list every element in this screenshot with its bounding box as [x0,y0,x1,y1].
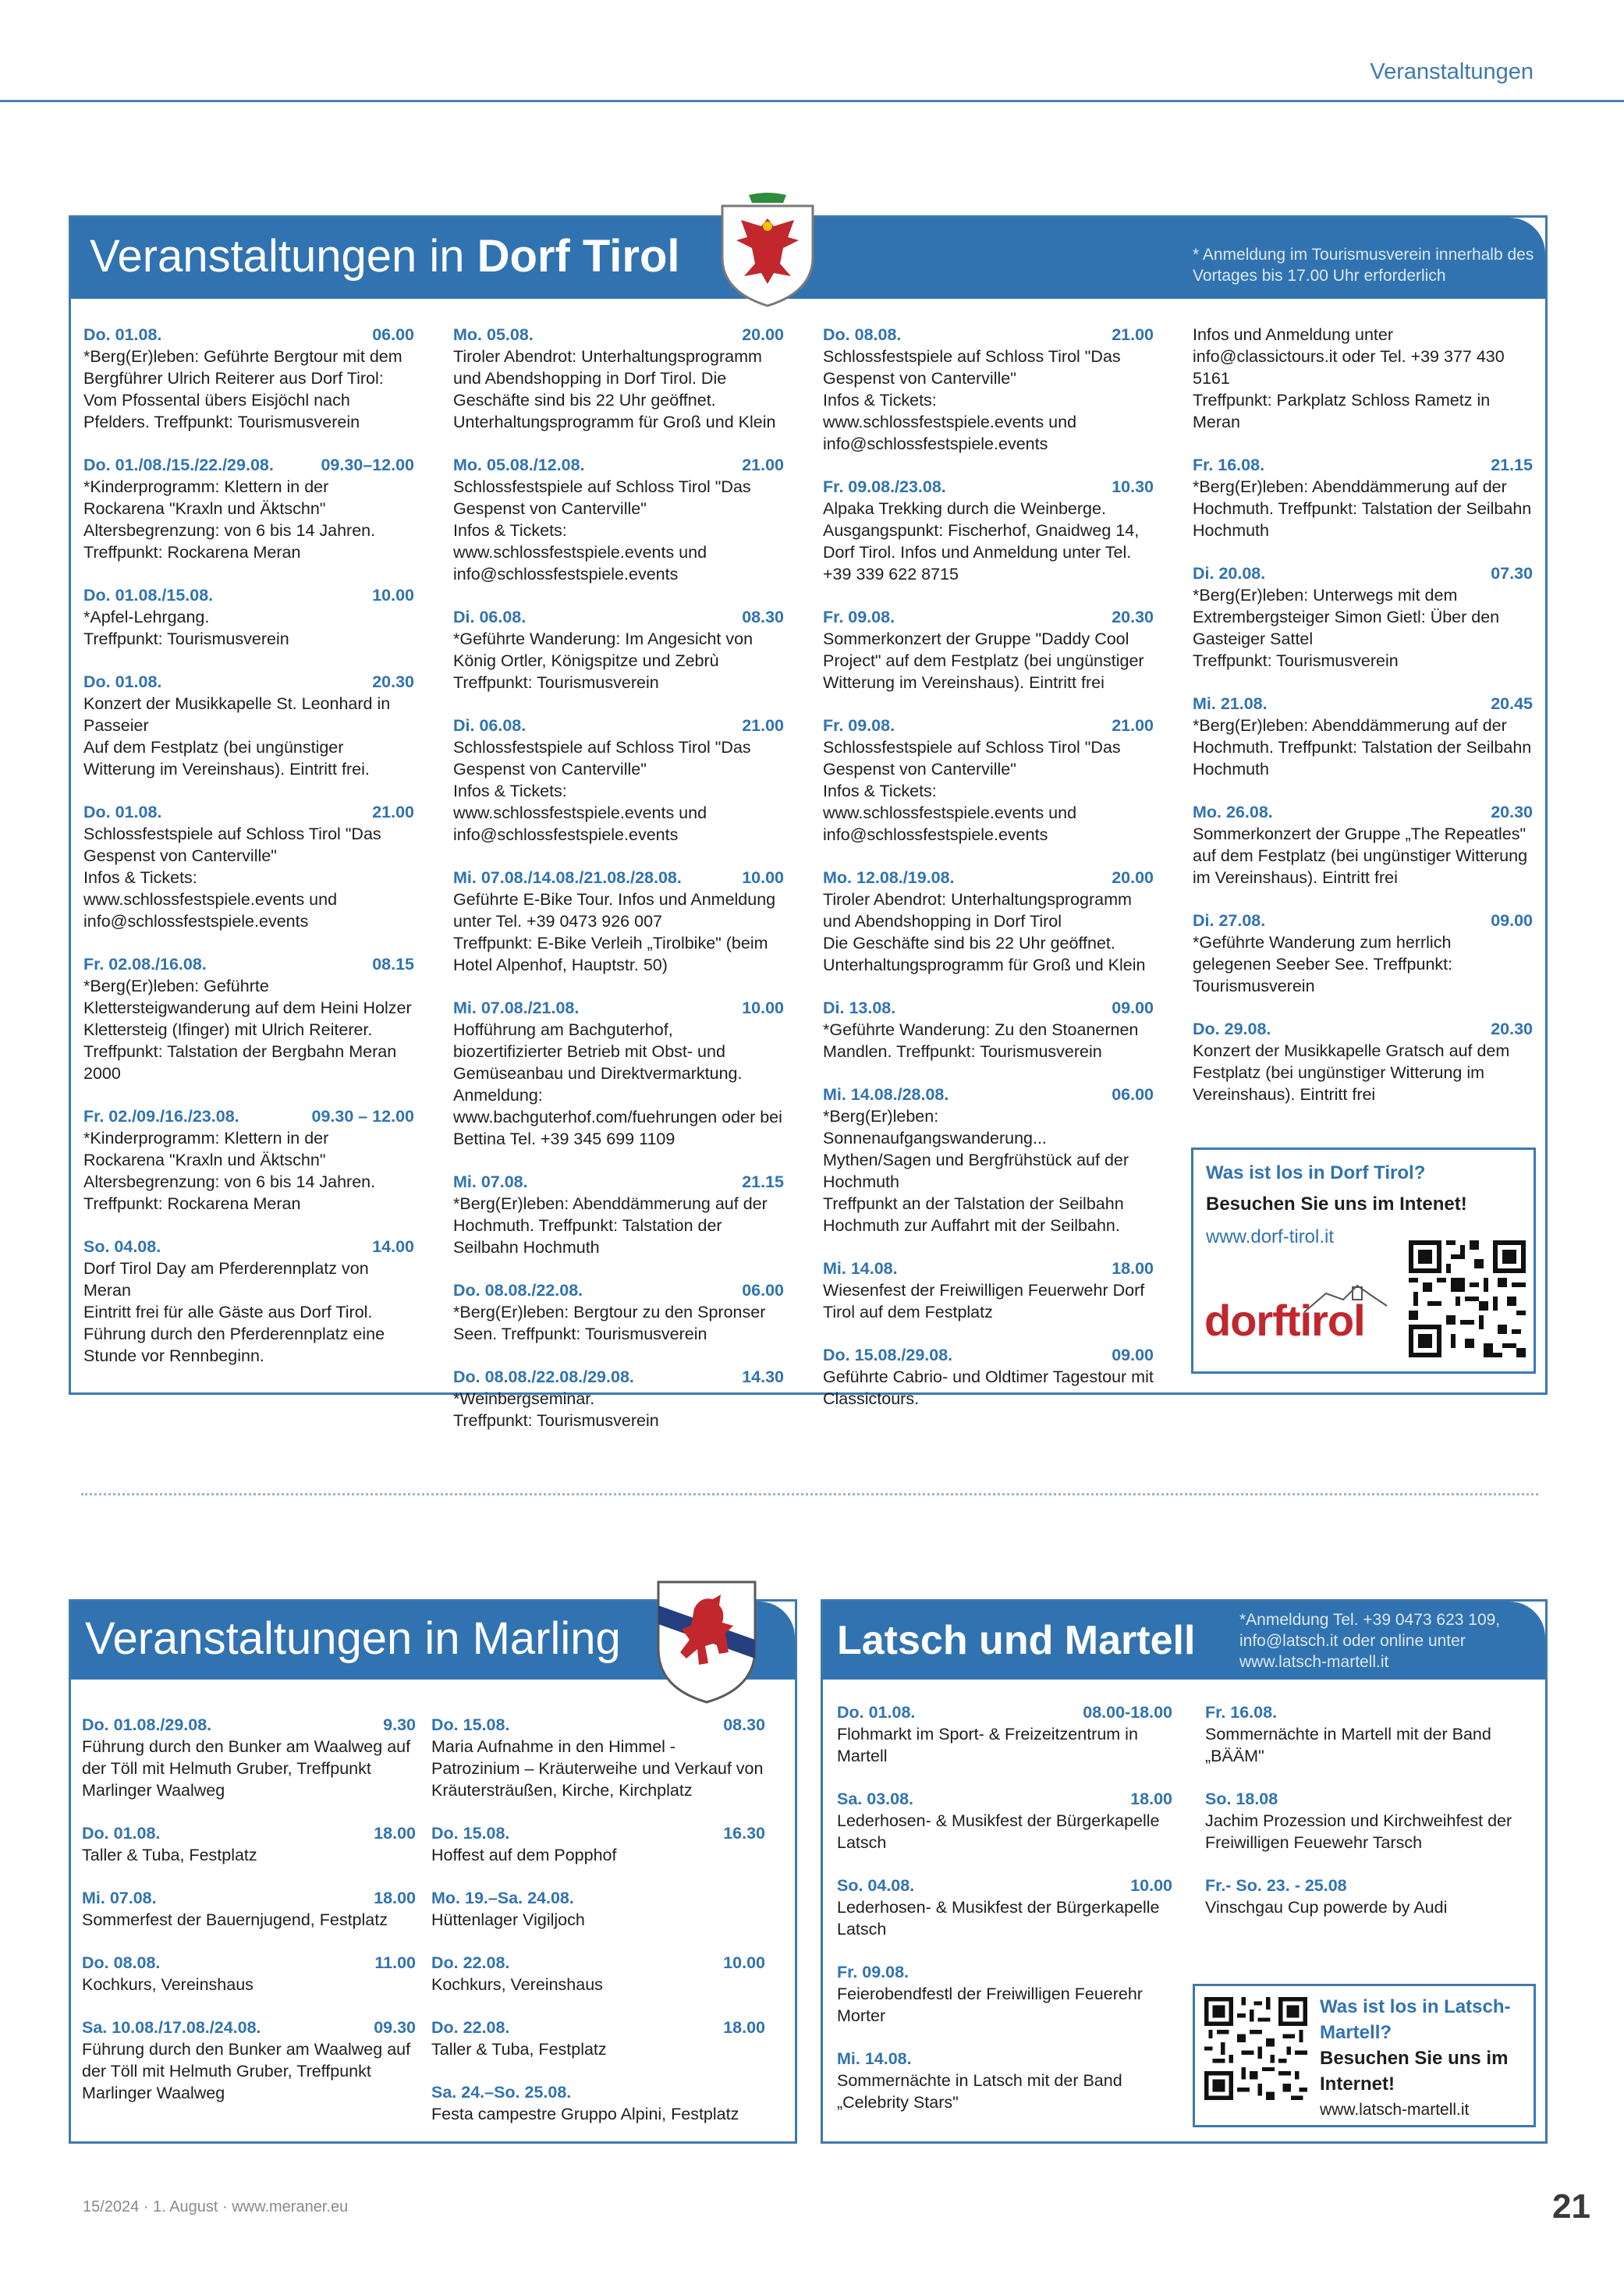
event-date: Mi. 07.08. [453,1172,528,1191]
event-date: Do. 22.08. [431,2018,510,2037]
event-header [83,1105,414,1127]
event-description: Festa campestre Gruppo Alpini, Festplatz [431,2105,739,2123]
event-date: So. 04.08. [837,1876,915,1895]
event-time: 10.00 [1130,1876,1172,1895]
event-date: Fr. 16.08. [1205,1703,1278,1722]
dorf-tirol-column-4 [1193,324,1533,1126]
event-entry [1193,801,1533,889]
event-description: Dorf Tirol Day am Pferderennplatz von Meran Eintritt frei für alle Gäste aus Dorf Tirol. Führung durch den Pferderennplatz eine Stunde vor Rennbeginn. [83,1259,385,1365]
event-header [83,801,414,823]
event-time: 14.00 [372,1237,414,1256]
event-entry [431,1887,765,1931]
event-time: 06.00 [372,325,414,344]
event-date: Di. 20.08. [1193,564,1266,583]
dorf-tirol-logo: dorftirol [1204,1296,1365,1345]
event-time: 21.00 [1112,716,1154,735]
event-date: Mi. 14.08. [823,1259,898,1278]
latsch-box [821,1599,1548,2144]
event-entry [453,1279,784,1345]
event-entry [823,867,1154,976]
dorf-tirol-column-3 [823,324,1154,1431]
dorf-tirol-title-bold: Dorf Tirol [477,231,680,282]
event-header [823,867,1154,889]
event-date: Do. 01.08. [83,672,162,691]
event-date: Do. 08.08. [82,1953,161,1972]
event-description: *Berg(Er)leben: Unterwegs mit dem Extrembergsteiger Simon Gietl: Über den Gasteiger Sattel Treffpunkt: Tourismusverein [1193,586,1500,670]
event-header [1205,1788,1536,1810]
event-date: Mi. 07.08. [82,1889,157,1907]
event-header [431,2081,765,2103]
latsch-promo [1193,1984,1536,2127]
event-entry [453,867,784,976]
event-description: Taller & Tuba, Festplatz [82,1846,257,1864]
event-header [823,997,1154,1019]
event-description: *Berg(Er)leben: Sonnenaufgangswanderung... Mythen/Sagen und Bergfrühstück auf der Hochmuth Treffpunkt an der Talstation der Seilbahn Hochmuth zur Auffahrt mit der Seilbahn. [823,1107,1129,1235]
event-header [431,1822,765,1844]
event-description: Hofführung am Bachguterhof, biozertifizierter Betrieb mit Obst- und Gemüseanbau und Direktvermarktung. Anmeldung: www.bachguterhof.com/fuehrungen oder bei Bettina Tel. +39 345 699 1109 [453,1020,782,1148]
event-header [837,1961,1172,1983]
event-header [1193,801,1533,823]
event-entry [83,801,414,932]
event-header [823,476,1154,498]
marling-title: Veranstaltungen in Marling [85,1613,621,1664]
event-date: Mi. 21.08. [1193,694,1268,713]
event-entry [431,1714,765,1801]
event-entry [453,1366,784,1431]
event-description: Maria Aufnahme in den Himmel - Patrozinium – Kräuterweihe und Verkauf von Kräutersträußen, Kirche, Kirchplatz [431,1737,764,1800]
event-time: 10.30 [1112,477,1154,496]
event-header [82,1952,416,1974]
event-entry [837,1875,1172,1940]
dorf-tirol-qr-code-icon [1409,1240,1526,1357]
event-description: Tiroler Abendrot: Unterhaltungsprogramm und Abendshopping in Dorf Tirol. Die Geschäfte sind bis 22 Uhr geöffnet. Unterhaltungsprogramm für Groß und Klein [453,347,776,431]
event-date: Mi. 14.08./28.08. [823,1085,949,1104]
marling-column-1 [82,1714,416,2125]
event-time: 10.00 [372,586,414,605]
event-date: Mo. 19.–Sa. 24.08. [431,1889,574,1907]
section-divider [81,1493,1538,1495]
event-header [431,1952,765,1974]
event-description: Sommernächte in Latsch mit der Band „Celebrity Stars" [837,2071,1122,2112]
event-header [453,454,784,476]
event-time: 16.30 [723,1824,765,1843]
event-description: *Apfel-Lehrgang. Treffpunkt: Tourismusverein [83,608,289,648]
event-description: Konzert der Musikkapelle Gratsch auf dem Festplatz (bei ungünstiger Witterung im Vereinshaus). Eintritt frei [1193,1041,1510,1104]
event-time: 20.30 [1491,803,1533,821]
event-header [431,2017,765,2038]
event-description: Hoffest auf dem Popphof [431,1846,617,1864]
event-description: Lederhosen- & Musikfest der Bürgerkapelle Latsch [837,1898,1160,1939]
event-description: Taller & Tuba, Festplatz [431,2040,607,2059]
event-entry [83,584,414,650]
event-date: Fr. 09.08. [823,716,895,735]
event-header [83,953,414,975]
event-date: So. 04.08. [83,1237,161,1256]
event-description: *Geführte Wanderung zum herrlich gelegenen Seeber See. Treffpunkt: Tourismusverein [1193,933,1453,995]
event-time: 08.15 [372,955,414,974]
event-entry [837,2048,1172,2113]
event-description: Kochkurs, Vereinshaus [431,1975,603,1994]
event-date: Fr. 16.08. [1193,456,1265,474]
event-description: *Geführte Wanderung: Im Angesicht von König Ortler, Königspitze und Zebrù Treffpunkt: Tourismusverein [453,630,753,692]
dorf-tirol-promo-text: Besuchen Sie uns im Intenet! [1206,1194,1467,1215]
event-header [1193,562,1533,584]
event-header [1193,1018,1533,1040]
event-time: 09.30 [374,2018,416,2037]
event-description: Flohmarkt im Sport- & Freizeitzentrum in Martell [837,1725,1138,1765]
event-time: 10.00 [742,868,784,887]
event-description: *Berg(Er)leben: Abenddämmerung auf der Hochmuth. Treffpunkt: Talstation der Seilbahn Hochmuth [1193,716,1532,779]
event-header [431,1714,765,1736]
event-date: Di. 06.08. [453,608,527,626]
event-date: Fr. 09.08. [837,1963,910,1981]
event-description: Wiesenfest der Freiwilligen Feuerwehr Dorf Tirol auf dem Festplatz [823,1281,1145,1321]
event-time: 08.30 [742,608,784,626]
event-entry [431,1822,765,1866]
event-description: Führung durch den Bunker am Waalweg auf der Töll mit Helmuth Gruber, Treffpunkt Marlinger Waalweg [82,1737,411,1800]
event-header [453,715,784,736]
event-entry [82,1822,416,1866]
event-entry [823,606,1154,694]
event-entry [82,1887,416,1931]
event-entry [431,2017,765,2060]
event-header [823,324,1154,346]
event-entry [823,476,1154,585]
event-description: Schlossfestspiele auf Schloss Tirol "Das Gespenst von Canterville" Infos & Tickets: www.schlossfestspiele.events und info@schlossfestspiele.events [823,347,1121,453]
event-date: Sa. 24.–So. 25.08. [431,2083,572,2102]
latsch-promo-text-block [1320,1994,1530,2123]
event-time: 06.00 [742,1281,784,1300]
event-time: 14.30 [742,1368,784,1386]
event-entry [453,454,784,585]
event-entry [1193,454,1533,541]
event-entry [1193,910,1533,997]
event-header [1193,910,1533,931]
event-entry [1193,324,1533,433]
event-entry [82,2017,416,2104]
tirol-eagle-crest-icon [718,192,817,309]
event-description: *Geführte Wanderung: Zu den Stoanernen Mandlen. Treffpunkt: Tourismusverein [823,1020,1139,1061]
marling-lion-crest-icon [654,1577,760,1705]
event-header [453,1366,784,1388]
event-description: Schlossfestspiele auf Schloss Tirol "Das Gespenst von Canterville" Infos & Tickets: www.schlossfestspiele.events und info@schlossfestspiele.events [453,738,751,844]
event-header [453,1171,784,1193]
dorf-tirol-note: * Anmeldung im Tourismusverein innerhalb des Vortages bis 17.00 Uhr erforderlich [1193,246,1534,285]
event-entry [83,671,414,780]
event-entry [823,715,1154,846]
event-entry [453,606,784,694]
event-header [83,671,414,693]
event-date: Mi. 14.08. [837,2049,912,2068]
event-entry [453,997,784,1150]
event-date: Mi. 07.08./21.08. [453,999,580,1017]
dorf-tirol-title [90,230,680,282]
event-entry [823,1258,1154,1323]
event-time: 21.15 [1491,456,1533,474]
dorf-tirol-promo-question: Was ist los in Dorf Tirol? [1206,1162,1426,1183]
event-time: 20.30 [1112,608,1154,626]
latsch-qr-code-icon [1204,1997,1307,2100]
event-time: 9.30 [383,1715,416,1734]
event-entry [1205,1701,1536,1767]
event-header [823,1084,1154,1105]
event-date: Do. 01.08. [83,803,162,821]
event-date: Do. 08.08./22.08./29.08. [453,1368,634,1386]
event-date: Do. 01./08./15./22./29.08. [83,456,274,474]
event-time: 20.30 [372,672,414,691]
event-date: Mo. 26.08. [1193,803,1273,821]
event-header [83,1236,414,1258]
event-time: 20.00 [742,325,784,344]
event-description: Geführte Cabrio- und Oldtimer Tagestour mit Classictours. [823,1368,1154,1408]
event-entry [823,1344,1154,1410]
event-description: Schlossfestspiele auf Schloss Tirol "Das Gespenst von Canterville" Infos & Tickets: www.schlossfestspiele.events und info@schlossfestspiele.events [453,477,751,584]
footer-text: 15/2024 · 1. August · www.meraner.eu [83,2198,349,2215]
event-time: 18.00 [723,2018,765,2037]
event-entry [1205,1788,1536,1854]
event-header [837,2048,1172,2070]
event-time: 18.00 [374,1889,416,1907]
event-description: Sommernächte in Martell mit der Band „BÄÄM" [1205,1725,1491,1765]
event-time: 09.00 [1491,911,1533,930]
event-date: Do. 01.08. [83,325,162,344]
event-date: Fr. 09.08. [823,608,895,626]
event-date: Do. 15.08./29.08. [823,1346,953,1364]
event-header [453,324,784,346]
event-header [453,997,784,1019]
event-header [1193,693,1533,715]
event-description: Vinschgau Cup powerde by Audi [1205,1898,1448,1917]
event-header [82,1822,416,1844]
event-entry [453,1171,784,1258]
section-label: Veranstaltungen [1370,59,1534,84]
event-time: 21.00 [372,803,414,821]
event-entry [1205,1875,1536,1918]
event-header [837,1788,1172,1810]
event-date: Fr. 09.08./23.08. [823,477,946,496]
event-entry [83,1105,414,1215]
event-time: 06.00 [1112,1085,1154,1104]
event-time: 21.00 [1112,325,1154,344]
event-date: Do. 08.08. [823,325,902,344]
event-date: Do. 01.08./15.08. [83,586,214,605]
event-description: Kochkurs, Vereinshaus [82,1975,254,1994]
event-entry [83,1236,414,1367]
event-header [1205,1701,1536,1723]
event-date: Fr. 02./09./16./23.08. [83,1107,239,1126]
event-entry [837,1788,1172,1854]
marling-column-2 [431,1714,765,2146]
event-entry [82,1952,416,1995]
event-description: *Kinderprogramm: Klettern in der Rockarena "Kraxln und Äktschn" Altersbegrenzung: von 6 bis 14 Jahren. Treffpunkt: Rockarena Meran [83,477,376,562]
dorf-tirol-column-2 [453,324,784,1453]
event-description: *Berg(Er)leben: Geführte Klettersteigwanderung auf dem Heini Holzer Klettersteig (Ifinger) mit Ulrich Reiterer. Treffpunkt: Talstation der Bergbahn Meran 2000 [83,977,412,1083]
event-entry [83,324,414,433]
event-date: Do. 01.08. [837,1703,916,1722]
latsch-column-1 [837,1701,1172,2134]
latsch-title-band [823,1602,1545,1680]
event-header [837,1701,1172,1723]
event-header [1205,1875,1536,1896]
event-entry [823,997,1154,1062]
event-date: Mo. 05.08. [453,325,534,344]
event-description: Sommerkonzert der Gruppe "Daddy Cool Project" auf dem Festplatz (bei ungünstiger Witterung im Vereinshaus). Eintritt frei [823,630,1144,692]
event-description: *Berg(Er)leben: Bergtour zu den Spronser Seen. Treffpunkt: Tourismusverein [453,1303,766,1343]
page-number: 21 [1552,2187,1590,2226]
event-header [453,1279,784,1301]
event-time: 09.30 – 12.00 [311,1107,414,1126]
event-date: Do. 22.08. [431,1953,510,1972]
event-date: Do. 01.08. [82,1824,161,1843]
event-description: Schlossfestspiele auf Schloss Tirol "Das Gespenst von Canterville" Infos & Tickets: www.schlossfestspiele.events und info@schlossfestspiele.events [823,738,1121,844]
event-description: Geführte E-Bike Tour. Infos und Anmeldung unter Tel. +39 0473 926 007 Treffpunkt: E-Bike Verleih „Tirolbike" (beim Hotel Alpenhof, Hauptstr. 50) [453,890,776,974]
event-description: Tiroler Abendrot: Unterhaltungsprogramm und Abendshopping in Dorf Tirol Die Geschäfte sind bis 22 Uhr geöffnet. Unterhaltungsprogramm für Groß und Klein [823,890,1146,974]
event-date: Fr. 02.08./16.08. [83,955,207,974]
event-description: Feierobendfestl der Freiwilligen Feuerehr Morter [837,1985,1143,2025]
event-description: *Berg(Er)leben: Abenddämmerung auf der Hochmuth. Treffpunkt: Talstation der Seilbahn Hochmuth [1193,477,1532,540]
latsch-promo-text: Besuchen Sie uns im Internet! [1320,2048,1509,2095]
event-date: Do. 15.08. [431,1824,510,1843]
dorf-tirol-logo-castle-icon [1303,1282,1388,1314]
latsch-promo-question: Was ist los in Latsch-Martell? [1320,1996,1511,2043]
event-entry [837,1961,1172,2027]
event-header [1193,454,1533,476]
dorf-tirol-column-1 [83,324,414,1388]
event-date: Sa. 03.08. [837,1790,914,1808]
event-time: 10.00 [742,999,784,1017]
event-time: 20.00 [1112,868,1154,887]
event-time: 18.00 [1130,1790,1172,1808]
event-entry [1193,562,1533,672]
event-description: *Berg(Er)leben: Abenddämmerung auf der Hochmuth. Treffpunkt: Talstation der Seilbahn Hochmuth [453,1194,768,1257]
event-entry [1193,1018,1533,1105]
event-description: Infos und Anmeldung unter info@classictours.it oder Tel. +39 377 430 5161 Treffpunkt: Parkplatz Schloss Rametz in Meran [1193,325,1505,431]
event-entry [453,715,784,846]
event-time: 09.00 [1112,999,1154,1017]
dorf-tirol-promo-url[interactable]: www.dorf-tirol.it [1206,1226,1335,1247]
event-time: 08.00-18.00 [1083,1703,1172,1722]
event-date: Do. 29.08. [1193,1020,1271,1038]
event-description: Hüttenlager Vigiljoch [431,1910,585,1929]
event-entry [837,1701,1172,1767]
event-time: 09.00 [1112,1346,1154,1364]
event-header [837,1875,1172,1896]
event-time: 21.00 [742,716,784,735]
event-time: 07.30 [1491,564,1533,583]
event-description: Führung durch den Bunker am Waalweg auf der Töll mit Helmuth Gruber, Treffpunkt Marlinger Waalweg [82,2040,411,2102]
event-entry [82,1714,416,1801]
event-header [82,1714,416,1736]
event-date: Do. 15.08. [431,1715,510,1734]
event-header [823,715,1154,736]
event-time: 21.15 [742,1172,784,1191]
event-date: Di. 13.08. [823,999,896,1017]
event-date: Fr.- So. 23. - 25.08 [1205,1876,1347,1895]
event-entry [431,1952,765,1995]
event-header [431,1887,765,1909]
event-time: 20.30 [1491,1020,1533,1038]
dorf-tirol-promo [1191,1148,1536,1374]
event-header [83,454,414,476]
latsch-note: *Anmeldung Tel. +39 0473 623 109, info@latsch.it oder online unter www.latsch-martell.it [1239,1611,1501,1671]
event-date: Di. 27.08. [1193,911,1266,930]
event-description: *Berg(Er)leben: Geführte Bergtour mit dem Bergführer Ulrich Reiterer aus Dorf Tirol: Vom Pfossental übers Eisjöchl nach Pfelders. Treffpunkt: Tourismusverein [83,347,402,431]
event-entry [431,2081,765,2125]
event-entry [83,454,414,563]
event-date: Mi. 07.08./14.08./21.08./28.08. [453,868,682,887]
event-description: Konzert der Musikkapelle St. Leonhard in Passeier Auf dem Festplatz (bei ungünstiger Witterung im Vereinshaus). Eintritt frei. [83,694,391,779]
event-time: 18.00 [1112,1259,1154,1278]
event-time: 20.45 [1491,694,1533,713]
event-description: Schlossfestspiele auf Schloss Tirol "Das Gespenst von Canterville" Infos & Tickets: www.schlossfestspiele.events und info@schlossfestspiele.events [83,825,381,931]
event-date: Di. 06.08. [453,716,527,735]
latsch-title: Latsch und Martell [837,1618,1196,1663]
event-date: Do. 01.08./29.08. [82,1715,212,1734]
latsch-promo-url[interactable]: www.latsch-martell.it [1320,2101,1470,2119]
event-description: Lederhosen- & Musikfest der Bürgerkapelle Latsch [837,1811,1160,1852]
event-header [453,606,784,628]
event-entry [823,324,1154,455]
event-date: Sa. 10.08./17.08./24.08. [82,2018,261,2037]
event-time: 18.00 [374,1824,416,1843]
event-description: Jachim Prozession und Kirchweihfest der Freiwilligen Feuewehr Tarsch [1205,1811,1512,1852]
event-header [82,2017,416,2038]
event-time: 09.30–12.00 [321,456,414,474]
event-entry [83,953,414,1084]
event-description: Sommerfest der Bauernjugend, Festplatz [82,1910,388,1929]
event-entry [823,1084,1154,1236]
event-time: 11.00 [374,1953,416,1972]
latsch-column-2 [1205,1701,1536,1939]
event-header [82,1887,416,1909]
event-entry [453,324,784,433]
event-header [83,584,414,606]
event-description: *Kinderprogramm: Klettern in der Rockarena "Kraxln und Äktschn" Altersbegrenzung: von 6 bis 14 Jahren. Treffpunkt: Rockarena Meran [83,1129,376,1213]
event-description: Sommerkonzert der Gruppe „The Repeatles" auf dem Festplatz (bei ungünstiger Witterung im Vereinshaus). Eintritt frei [1193,825,1528,887]
event-header [823,606,1154,628]
event-date: So. 18.08 [1205,1790,1278,1808]
event-description: *Weinbergseminar. Treffpunkt: Tourismusverein [453,1389,659,1430]
event-header [823,1344,1154,1366]
dorf-tirol-title-prefix: Veranstaltungen in [90,231,477,282]
event-header [453,867,784,889]
event-header [83,324,414,346]
event-entry [1193,693,1533,780]
event-time: 10.00 [723,1953,765,1972]
event-date: Do. 08.08./22.08. [453,1281,583,1300]
event-date: Mo. 12.08./19.08. [823,868,955,887]
event-date: Mo. 05.08./12.08. [453,456,585,474]
event-time: 08.30 [723,1715,765,1734]
event-time: 21.00 [742,456,784,474]
dorf-tirol-box [69,215,1548,1430]
event-header [823,1258,1154,1279]
event-description: Alpaka Trekking durch die Weinberge. Ausgangspunkt: Fischerhof, Gnaidweg 14, Dorf Tirol. Infos und Anmeldung unter Tel. +39 339 622 8715 [823,499,1140,584]
header-rule [0,100,1624,102]
